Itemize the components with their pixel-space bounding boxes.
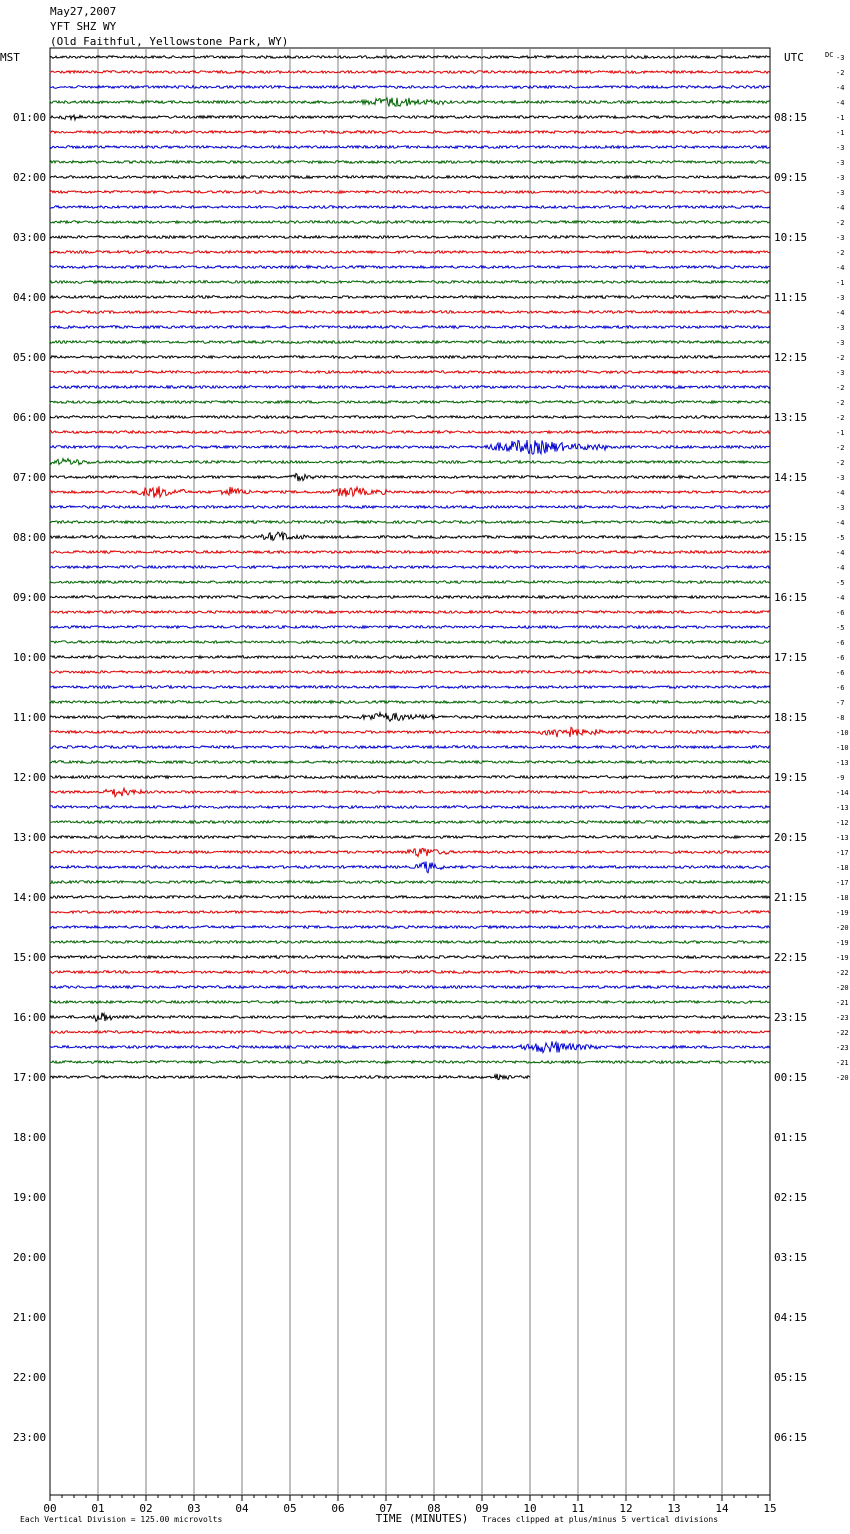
dc-offset-label: -19: [836, 954, 849, 962]
seismic-trace: [50, 641, 770, 644]
x-tick-label: 05: [283, 1502, 297, 1515]
dc-offset-label: -4: [836, 84, 845, 92]
dc-offset-label: -4: [836, 489, 845, 497]
utc-hour-label: 00:15: [774, 1071, 808, 1084]
seismic-trace: [50, 1031, 770, 1034]
x-tick-label: 04: [235, 1502, 249, 1515]
scale-note: Each Vertical Division = 125.00 microvolts: [20, 1515, 223, 1524]
seismic-trace: [50, 341, 770, 344]
dc-offset-label: -19: [836, 939, 849, 947]
mst-hour-label: 13:00: [13, 831, 47, 844]
utc-hour-label: 14:15: [774, 471, 808, 484]
seismic-trace: [50, 506, 770, 509]
seismic-trace: [50, 71, 770, 74]
dc-offset-label: -20: [836, 984, 849, 992]
seismic-trace: [50, 401, 770, 404]
utc-hour-label: 02:15: [774, 1191, 808, 1204]
seismic-trace: [50, 566, 770, 569]
seismic-trace: [50, 926, 770, 929]
seismic-trace: [50, 431, 770, 434]
mst-hour-label: 05:00: [13, 351, 47, 364]
dc-offset-label: -1: [836, 129, 845, 137]
seismic-trace: [50, 971, 770, 974]
seismic-trace: [50, 713, 770, 722]
dc-offset-label: -12: [836, 819, 849, 827]
mst-hour-label: 17:00: [13, 1071, 47, 1084]
seismic-trace: [50, 86, 770, 89]
seismic-trace: [50, 521, 770, 524]
seismic-trace: [50, 1061, 770, 1064]
x-tick-label: 11: [571, 1502, 585, 1515]
mst-hour-label: 19:00: [13, 1191, 47, 1204]
dc-offset-label: -10: [836, 744, 849, 752]
dc-offset-label: -2: [836, 414, 845, 422]
utc-title: UTC: [784, 51, 804, 64]
seismic-trace: [50, 788, 770, 796]
utc-hour-label: 16:15: [774, 591, 808, 604]
dc-offset-label: -17: [836, 849, 849, 857]
dc-offset-label: -13: [836, 834, 849, 842]
mst-hour-label: 18:00: [13, 1131, 47, 1144]
axis-labels: [0, 51, 849, 1525]
utc-hour-label: 08:15: [774, 111, 808, 124]
dc-offset-label: -3: [836, 324, 845, 332]
seismic-trace: [50, 596, 770, 599]
utc-hour-label: 19:15: [774, 771, 808, 784]
grid-lines: [50, 48, 770, 1501]
seismic-trace: [50, 221, 770, 224]
mst-hour-label: 07:00: [13, 471, 47, 484]
dc-offset-label: -4: [836, 99, 845, 107]
dc-offset-label: -8: [836, 714, 845, 722]
seismic-trace: [50, 146, 770, 149]
seismic-trace: [50, 176, 770, 179]
seismic-trace: [50, 821, 770, 824]
dc-offset-label: -4: [836, 594, 845, 602]
seismic-trace: [50, 161, 770, 164]
utc-hour-label: 23:15: [774, 1011, 808, 1024]
x-tick-label: 10: [523, 1502, 537, 1515]
dc-offset-label: -20: [836, 924, 849, 932]
dc-offset-label: -5: [836, 624, 845, 632]
seismic-trace: [50, 611, 770, 614]
seismic-trace: [50, 686, 770, 689]
seismic-trace: [50, 956, 770, 959]
mst-hour-label: 20:00: [13, 1251, 47, 1264]
seismic-trace: [50, 896, 770, 899]
dc-offset-label: -10: [836, 729, 849, 737]
seismic-trace: [50, 486, 770, 498]
seismic-trace: [50, 266, 770, 269]
seismic-trace: [50, 281, 770, 284]
dc-offset-label: -2: [836, 219, 845, 227]
x-tick-label: 08: [427, 1502, 441, 1515]
utc-hour-label: 03:15: [774, 1251, 808, 1264]
dc-offset-label: -3: [836, 294, 845, 302]
seismic-trace: [50, 727, 770, 737]
seismic-trace: [50, 371, 770, 374]
x-tick-label: 01: [91, 1502, 105, 1515]
mst-hour-label: 15:00: [13, 951, 47, 964]
utc-hour-label: 21:15: [774, 891, 808, 904]
mst-hour-label: 14:00: [13, 891, 47, 904]
seismic-trace: [50, 836, 770, 839]
mst-hour-label: 22:00: [13, 1371, 47, 1384]
utc-hour-label: 11:15: [774, 291, 808, 304]
dc-offset-label: -3: [836, 159, 845, 167]
dc-offset-label: -17: [836, 879, 849, 887]
dc-offset-label: -18: [836, 864, 849, 872]
seismic-trace: [50, 776, 770, 779]
seismic-trace: [50, 881, 770, 884]
seismic-trace: [50, 56, 770, 59]
seismic-trace: [50, 656, 770, 659]
seismic-trace: [50, 326, 770, 329]
dc-offset-label: -4: [836, 549, 845, 557]
x-tick-label: 13: [667, 1502, 681, 1515]
mst-hour-label: 16:00: [13, 1011, 47, 1024]
dc-offset-label: -3: [836, 174, 845, 182]
utc-hour-label: 09:15: [774, 171, 808, 184]
seismic-trace: [50, 191, 770, 194]
x-tick-label: 06: [331, 1502, 345, 1515]
seismic-trace: [50, 532, 770, 540]
dc-offset-label: -4: [836, 564, 845, 572]
dc-offset-label: -14: [836, 789, 849, 797]
dc-offset-label: -2: [836, 384, 845, 392]
utc-hour-label: 22:15: [774, 951, 808, 964]
utc-hour-label: 20:15: [774, 831, 808, 844]
utc-hour-label: 04:15: [774, 1311, 808, 1324]
x-tick-label: 07: [379, 1502, 393, 1515]
dc-offset-label: -3: [836, 234, 845, 242]
seismic-trace: [50, 848, 770, 856]
seismic-trace: [50, 115, 770, 120]
dc-offset-label: -3: [836, 474, 845, 482]
dc-offset-label: -2: [836, 69, 845, 77]
dc-offset-label: -3: [836, 54, 845, 62]
utc-hour-label: 06:15: [774, 1431, 808, 1444]
dc-offset-label: -3: [836, 189, 845, 197]
dc-offset-label: -21: [836, 1059, 849, 1067]
dc-offset-label: -6: [836, 639, 845, 647]
utc-hour-label: 13:15: [774, 411, 808, 424]
dc-offset-label: -6: [836, 684, 845, 692]
dc-offset-label: -2: [836, 249, 845, 257]
seismic-trace: [50, 1041, 770, 1052]
seismic-trace: [50, 459, 770, 465]
x-tick-label: 12: [619, 1502, 633, 1515]
header-location: (Old Faithful, Yellowstone Park, WY): [50, 35, 289, 48]
dc-offset-label: -6: [836, 654, 845, 662]
x-tick-label: 14: [715, 1502, 729, 1515]
dc-offset-label: -2: [836, 444, 845, 452]
dc-offset-label: -3: [836, 339, 845, 347]
utc-hour-label: 18:15: [774, 711, 808, 724]
mst-hour-label: 10:00: [13, 651, 47, 664]
mst-hour-label: 04:00: [13, 291, 47, 304]
seismic-trace: [50, 911, 770, 914]
dc-title: DC: [825, 51, 834, 59]
seismic-trace: [50, 440, 770, 454]
dc-offset-label: -1: [836, 114, 845, 122]
dc-offset-label: -3: [836, 504, 845, 512]
mst-hour-label: 01:00: [13, 111, 47, 124]
plot-frame: [50, 48, 770, 1495]
utc-hour-label: 10:15: [774, 231, 808, 244]
clip-note: Traces clipped at plus/minus 5 vertical divisions: [482, 1515, 719, 1524]
mst-hour-label: 21:00: [13, 1311, 47, 1324]
mst-hour-label: 09:00: [13, 591, 47, 604]
seismic-trace: [50, 862, 770, 873]
dc-offset-label: -6: [836, 669, 845, 677]
seismic-trace: [50, 941, 770, 944]
header-station: YFT SHZ WY: [50, 20, 117, 33]
seismic-trace: [50, 356, 770, 359]
seismic-trace: [50, 551, 770, 554]
x-tick-label: 02: [139, 1502, 153, 1515]
seismic-trace: [50, 296, 770, 299]
seismic-trace: [50, 98, 770, 107]
x-tick-label: 00: [43, 1502, 57, 1515]
utc-hour-label: 05:15: [774, 1371, 808, 1384]
dc-offset-label: -5: [836, 534, 845, 542]
dc-offset-label: -6: [836, 609, 845, 617]
dc-offset-label: -23: [836, 1014, 849, 1022]
seismic-trace: [50, 746, 770, 749]
seismic-trace: [50, 626, 770, 629]
dc-offset-label: -13: [836, 759, 849, 767]
seismic-trace: [50, 416, 770, 419]
dc-offset-label: -4: [836, 519, 845, 527]
dc-offset-label: -1: [836, 429, 845, 437]
header-date: May27,2007: [50, 5, 117, 18]
mst-hour-label: 06:00: [13, 411, 47, 424]
dc-offset-label: -3: [836, 144, 845, 152]
dc-offset-label: -22: [836, 969, 849, 977]
seismic-trace: [50, 1013, 770, 1022]
utc-hour-label: 17:15: [774, 651, 808, 664]
dc-offset-label: -21: [836, 999, 849, 1007]
seismic-trace: [50, 761, 770, 764]
dc-offset-label: -3: [836, 369, 845, 377]
mst-hour-label: 23:00: [13, 1431, 47, 1444]
utc-hour-label: 12:15: [774, 351, 808, 364]
mst-hour-label: 12:00: [13, 771, 47, 784]
seismic-trace: [50, 671, 770, 674]
mst-hour-label: 08:00: [13, 531, 47, 544]
dc-offset-label: -18: [836, 894, 849, 902]
seismic-trace: [50, 131, 770, 134]
dc-offset-label: -9: [836, 774, 845, 782]
seismic-trace: [50, 236, 770, 239]
seismic-trace: [50, 806, 770, 809]
dc-offset-label: -4: [836, 264, 845, 272]
x-tick-label: 15: [763, 1502, 777, 1515]
utc-hour-label: 15:15: [774, 531, 808, 544]
dc-offset-label: -5: [836, 579, 845, 587]
seismic-trace: [50, 206, 770, 209]
seismic-trace: [50, 986, 770, 989]
x-tick-label: 03: [187, 1502, 201, 1515]
seismic-trace: [50, 311, 770, 314]
mst-title: MST: [0, 51, 20, 64]
mst-hour-label: 11:00: [13, 711, 47, 724]
dc-offset-label: -23: [836, 1044, 849, 1052]
dc-offset-label: -2: [836, 459, 845, 467]
dc-offset-label: -22: [836, 1029, 849, 1037]
dc-offset-label: -19: [836, 909, 849, 917]
x-tick-label: 09: [475, 1502, 489, 1515]
dc-offset-label: -4: [836, 204, 845, 212]
dc-offset-label: -20: [836, 1074, 849, 1082]
seismic-traces: [50, 56, 770, 1080]
seismic-trace: [50, 251, 770, 254]
mst-hour-label: 03:00: [13, 231, 47, 244]
seismic-trace: [50, 701, 770, 704]
mst-hour-label: 02:00: [13, 171, 47, 184]
dc-offset-label: -4: [836, 309, 845, 317]
dc-offset-label: -7: [836, 699, 845, 707]
dc-offset-label: -2: [836, 354, 845, 362]
seismic-trace: [50, 386, 770, 389]
dc-offset-label: -13: [836, 804, 849, 812]
seismic-trace: [50, 581, 770, 584]
seismic-trace: [50, 474, 770, 482]
utc-hour-label: 01:15: [774, 1131, 808, 1144]
dc-offset-label: -2: [836, 399, 845, 407]
dc-offset-label: -1: [836, 279, 845, 287]
seismic-trace: [50, 1001, 770, 1004]
x-axis-label: TIME (MINUTES): [375, 1512, 469, 1525]
